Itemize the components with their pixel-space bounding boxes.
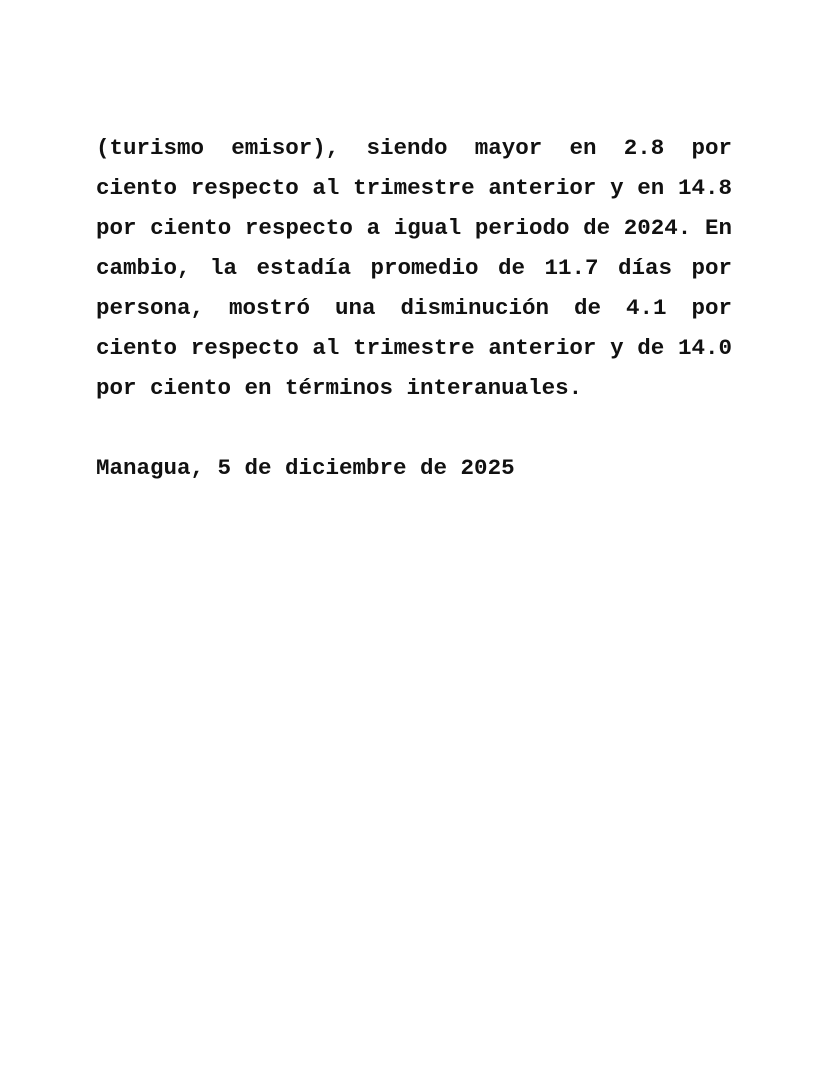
paragraph-line: persona, mostró una disminución de 4.1 por bbox=[96, 295, 732, 321]
paragraph-line: por ciento respecto a igual periodo de 2024. En bbox=[96, 215, 732, 241]
document-page bbox=[96, 128, 732, 488]
paragraph-line: cambio, la estadía promedio de 11.7 días por bbox=[96, 255, 732, 281]
paragraph-line: por ciento en términos interanuales. bbox=[96, 375, 583, 401]
paragraph-line: ciento respecto al trimestre anterior y de 14.0 bbox=[96, 335, 732, 361]
paragraph-line: (turismo emisor), siendo mayor en 2.8 por bbox=[96, 135, 732, 161]
place-and-date: Managua, 5 de diciembre de 2025 bbox=[96, 455, 515, 481]
paragraph-line: ciento respecto al trimestre anterior y en 14.8 bbox=[96, 175, 732, 201]
body-paragraph bbox=[96, 128, 732, 408]
